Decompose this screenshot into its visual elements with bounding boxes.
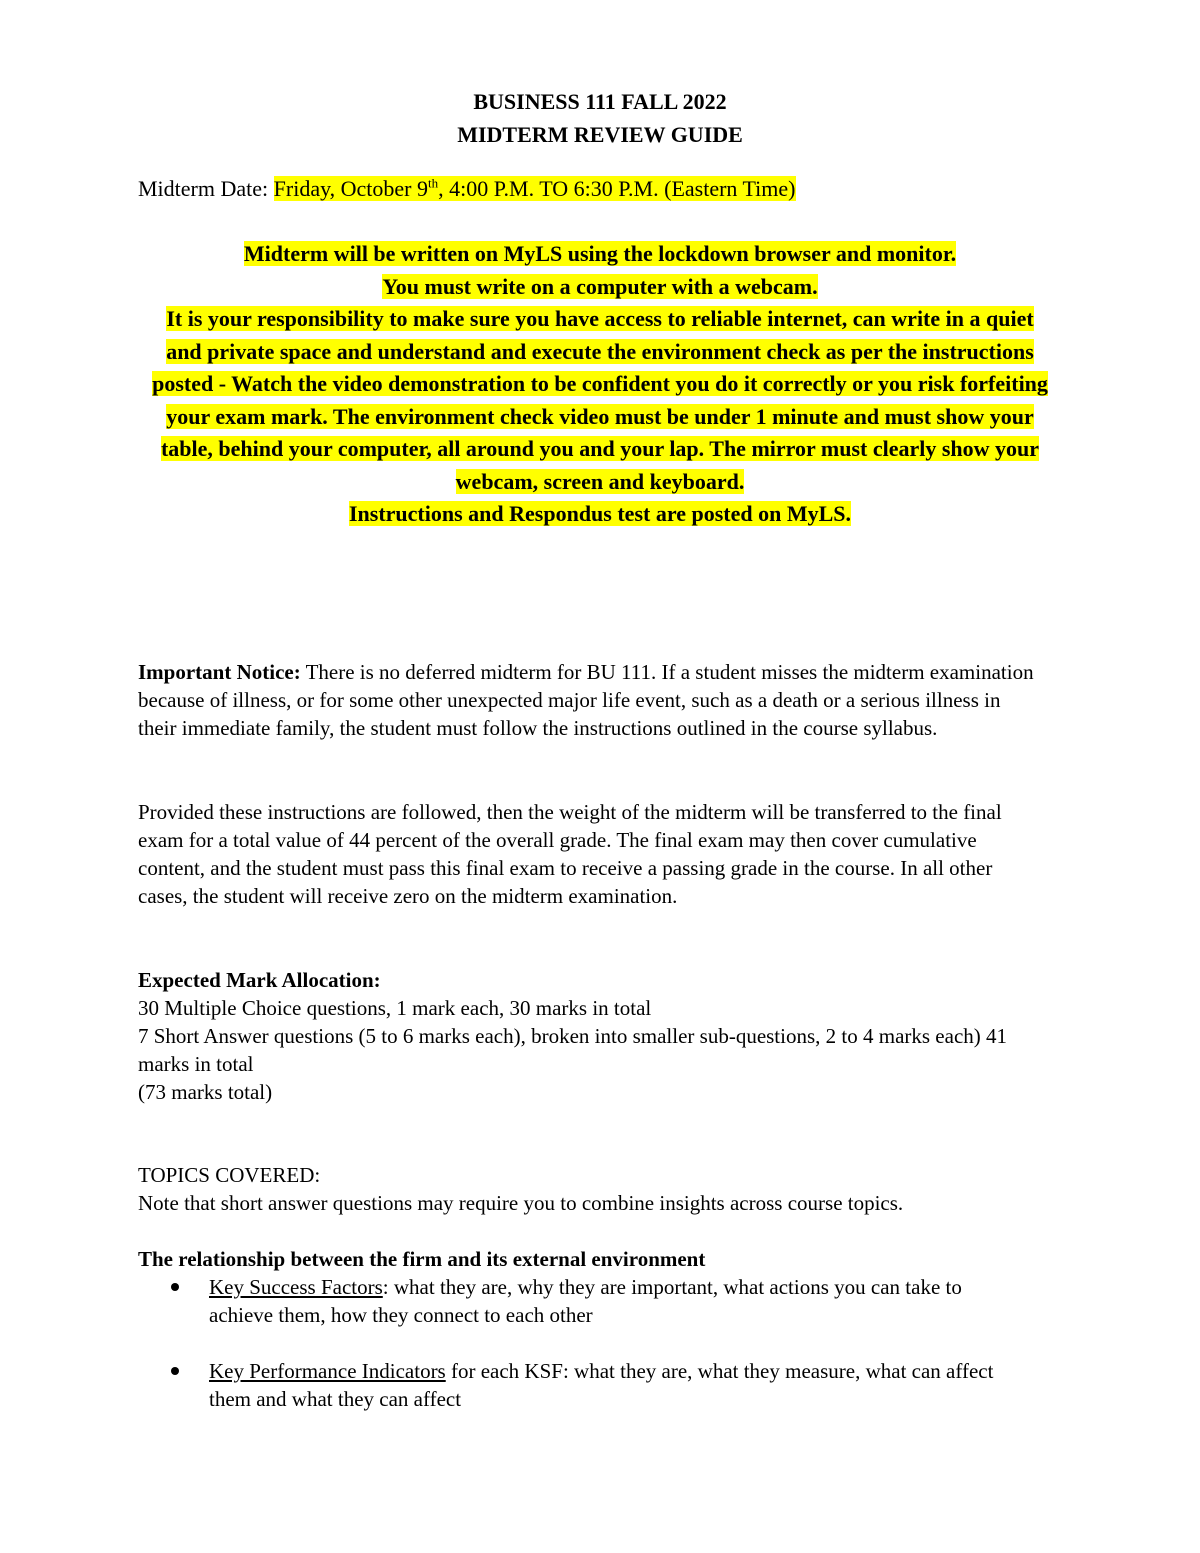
mark-allocation-heading: Expected Mark Allocation: [138,968,381,992]
mark-allocation-line: (73 marks total) [138,1080,273,1104]
important-notice-paragraph [138,658,1038,742]
notice-line-webcam: You must write on a computer with a webcam. [382,273,818,299]
topics-section [138,1161,1038,1217]
exam-notice-block [150,238,1050,531]
bullet-text: : what they are, why they are important, what actions you can take to achieve them, how they connect to each other [209,1275,962,1327]
midterm-date-line [138,175,796,203]
document-subtitle: MIDTERM REVIEW GUIDE [457,122,743,147]
notice-line-instructions: Instructions and Respondus test are posted on MyLS. [348,501,851,526]
topic-bullet-list [138,1273,1018,1413]
mark-allocation-line: 30 Multiple Choice questions, 1 mark each, 30 marks in total [138,996,652,1020]
mark-allocation-section [138,966,1038,1106]
midterm-date-label: Midterm Date: [138,176,274,201]
bullet-icon [171,1283,179,1291]
bullet-term: Key Success Factors [209,1275,383,1299]
midterm-date-value [274,176,796,201]
important-notice-label: Important Notice: [138,660,301,684]
midterm-date-time: , 4:00 P.M. TO 6:30 P.M. (Eastern Time) [438,176,796,201]
topic-section-heading: The relationship between the firm and its external environment [138,1247,706,1271]
midterm-date-suffix: th [428,175,439,191]
important-notice-text: There is no deferred midterm for BU 111. If a student misses the midterm examination because of illness, or for some other unexpected major life event, such as a death or a serious illness in their immediate family, the student must follow the instructions outlined in the course syllabus. [138,660,1034,740]
bullet-icon [171,1367,179,1375]
bullet-text: for each KSF: what they are, what they measure, what can affect them and what they can affect [209,1359,994,1411]
mark-allocation-line: 7 Short Answer questions (5 to 6 marks each), broken into smaller sub-questions, 2 to 4 marks each) 41 marks in total [138,1024,1008,1076]
deferred-weight-paragraph: Provided these instructions are followed, then the weight of the midterm will be transferred to the final exam for a total value of 44 percent of the overall grade. The final exam may then cover cumulative content, and the student must pass this final exam to receive a passing grade in the course. In all other cases, the student will receive zero on the midterm examination. [138,800,1002,908]
topics-heading: TOPICS COVERED: [138,1163,321,1187]
bullet-term: Key Performance Indicators [209,1359,446,1383]
notice-line-myls: Midterm will be written on MyLS using the lockdown browser and monitor. [243,241,957,266]
list-item [138,1357,1018,1413]
notice-line-responsibility: It is your responsibility to make sure you have access to reliable internet, can write in a quiet and private space and understand and execute the environment check as per the instructions posted - Watch the video demonstration to be confident you do it correctly or you risk forfeiting your exam mark. The environment check video must be under 1 minute and must show your table, behind your computer, all around you and your lap. The mirror must clearly show your webcam, screen and keyboard. [152,306,1048,494]
midterm-date-day: Friday, October 9 [273,176,429,201]
document-title: BUSINESS 111 FALL 2022 [473,89,727,114]
list-item [138,1273,1018,1329]
topics-note: Note that short answer questions may require you to combine insights across course topics. [138,1191,904,1215]
